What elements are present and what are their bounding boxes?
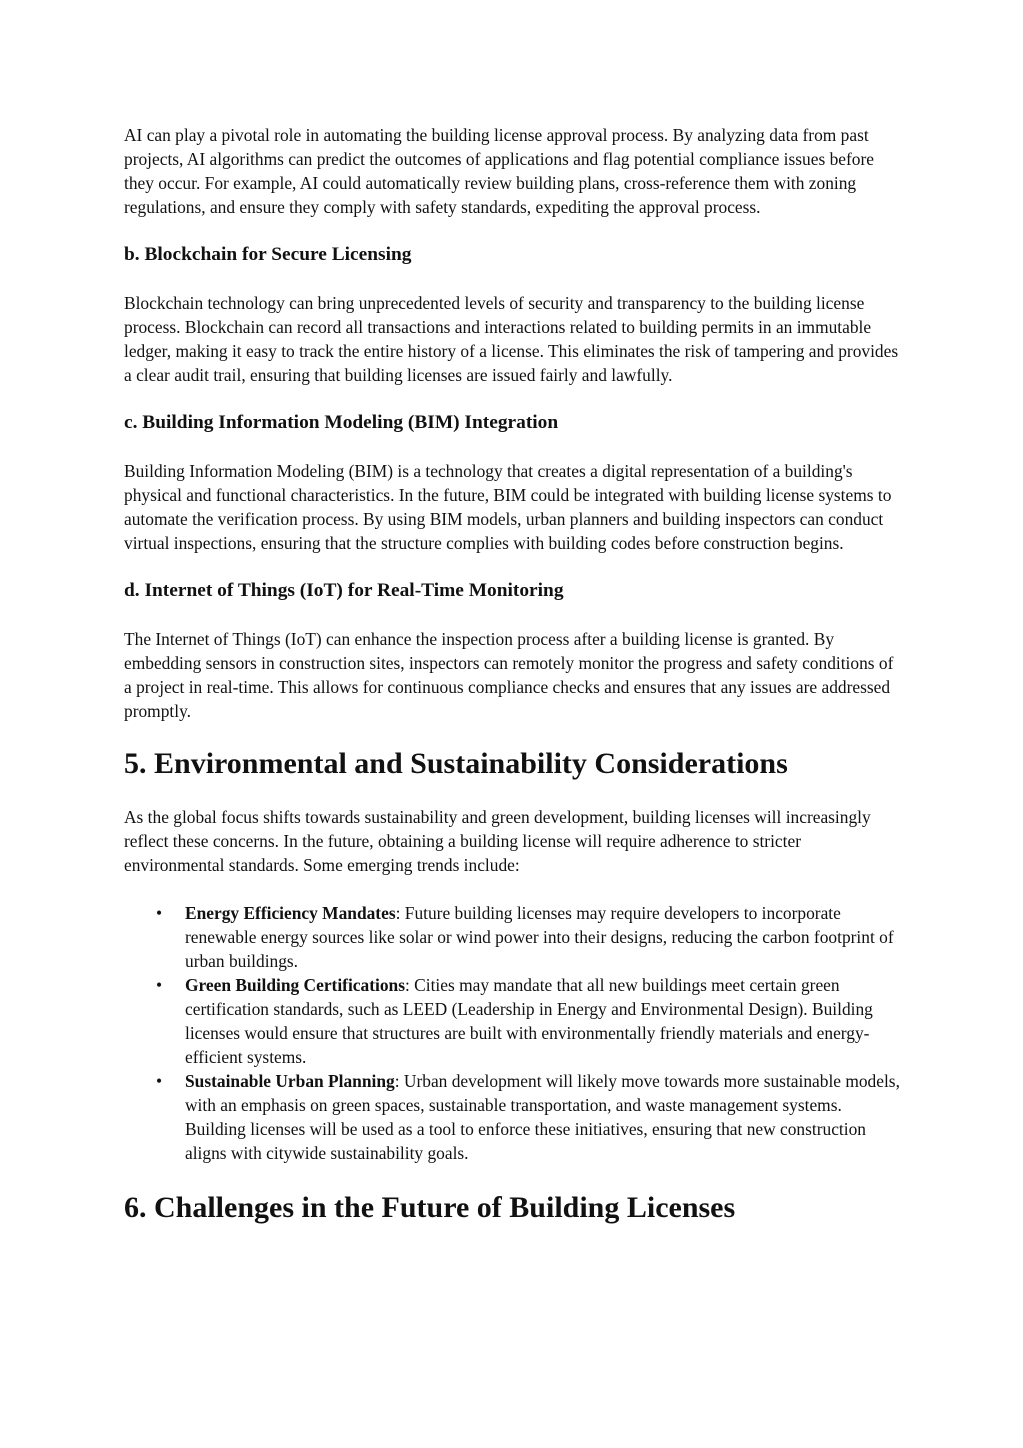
sustainability-trends-list	[124, 901, 904, 1165]
bullet-icon: •	[156, 903, 163, 923]
document-page	[124, 123, 904, 1249]
section-heading-environmental: 5. Environmental and Sustainability Considerations	[124, 747, 788, 780]
list-item	[124, 973, 904, 1069]
bullet-icon: •	[156, 975, 163, 995]
list-item	[124, 901, 904, 973]
list-item	[124, 1069, 904, 1165]
subsection-heading-iot: d. Internet of Things (IoT) for Real-Time Monitoring	[124, 580, 564, 601]
subsection-heading-bim: c. Building Information Modeling (BIM) Integration	[124, 412, 559, 433]
section-heading-challenges: 6. Challenges in the Future of Building Licenses	[124, 1191, 736, 1224]
list-item-term: Sustainable Urban Planning	[185, 1071, 395, 1091]
subsection-body-iot: The Internet of Things (IoT) can enhance the inspection process after a building license is granted. By embedding sensors in construction sites, inspectors can remotely monitor the progress and safety conditions of a project in real-time. This allows for continuous compliance checks and ensures that any issues are addressed promptly.	[124, 629, 894, 721]
list-item-text: : Future building licenses may require developers to incorporate renewable energy sources like solar or wind power into their designs, reducing the carbon footprint of urban buildings.	[185, 903, 894, 971]
list-item-text: : Cities may mandate that all new buildings meet certain green certification standards, such as LEED (Leadership in Energy and Environmental Design). Building licenses would ensure that structures are built with environmentally friendly materials and energy-efficient systems.	[185, 975, 873, 1067]
bullet-icon: •	[156, 1071, 163, 1091]
subsection-heading-blockchain: b. Blockchain for Secure Licensing	[124, 244, 412, 265]
list-item-term: Green Building Certifications	[185, 975, 405, 995]
subsection-body-blockchain: Blockchain technology can bring unprecedented levels of security and transparency to the building license process. Blockchain can record all transactions and interactions related to building permits in an immutable ledger, making it easy to track the entire history of a license. This eliminates the risk of tampering and provides a clear audit trail, ensuring that building licenses are issued fairly and lawfully.	[124, 293, 899, 385]
subsection-body-bim: Building Information Modeling (BIM) is a technology that creates a digital representation of a building's physical and functional characteristics. In the future, BIM could be integrated with building license systems to automate the verification process. By using BIM models, urban planners and building inspectors can conduct virtual inspections, ensuring that the structure complies with building codes before construction begins.	[124, 461, 892, 553]
list-item-term: Energy Efficiency Mandates	[185, 903, 396, 923]
list-item-text: : Urban development will likely move towards more sustainable models, with an emphasis on green spaces, sustainable transportation, and waste management systems. Building licenses will be used as a tool to enforce these initiatives, ensuring that new construction aligns with citywide sustainability goals.	[185, 1071, 900, 1163]
section-intro-environmental: As the global focus shifts towards sustainability and green development, building licenses will increasingly reflect these concerns. In the future, obtaining a building license will require adherence to stricter environmental standards. Some emerging trends include:	[124, 807, 871, 875]
intro-paragraph: AI can play a pivotal role in automating the building license approval process. By analyzing data from past projects, AI algorithms can predict the outcomes of applications and flag potential compliance issues before they occur. For example, AI could automatically review building plans, cross-reference them with zoning regulations, and ensure they comply with safety standards, expediting the approval process.	[124, 125, 874, 217]
